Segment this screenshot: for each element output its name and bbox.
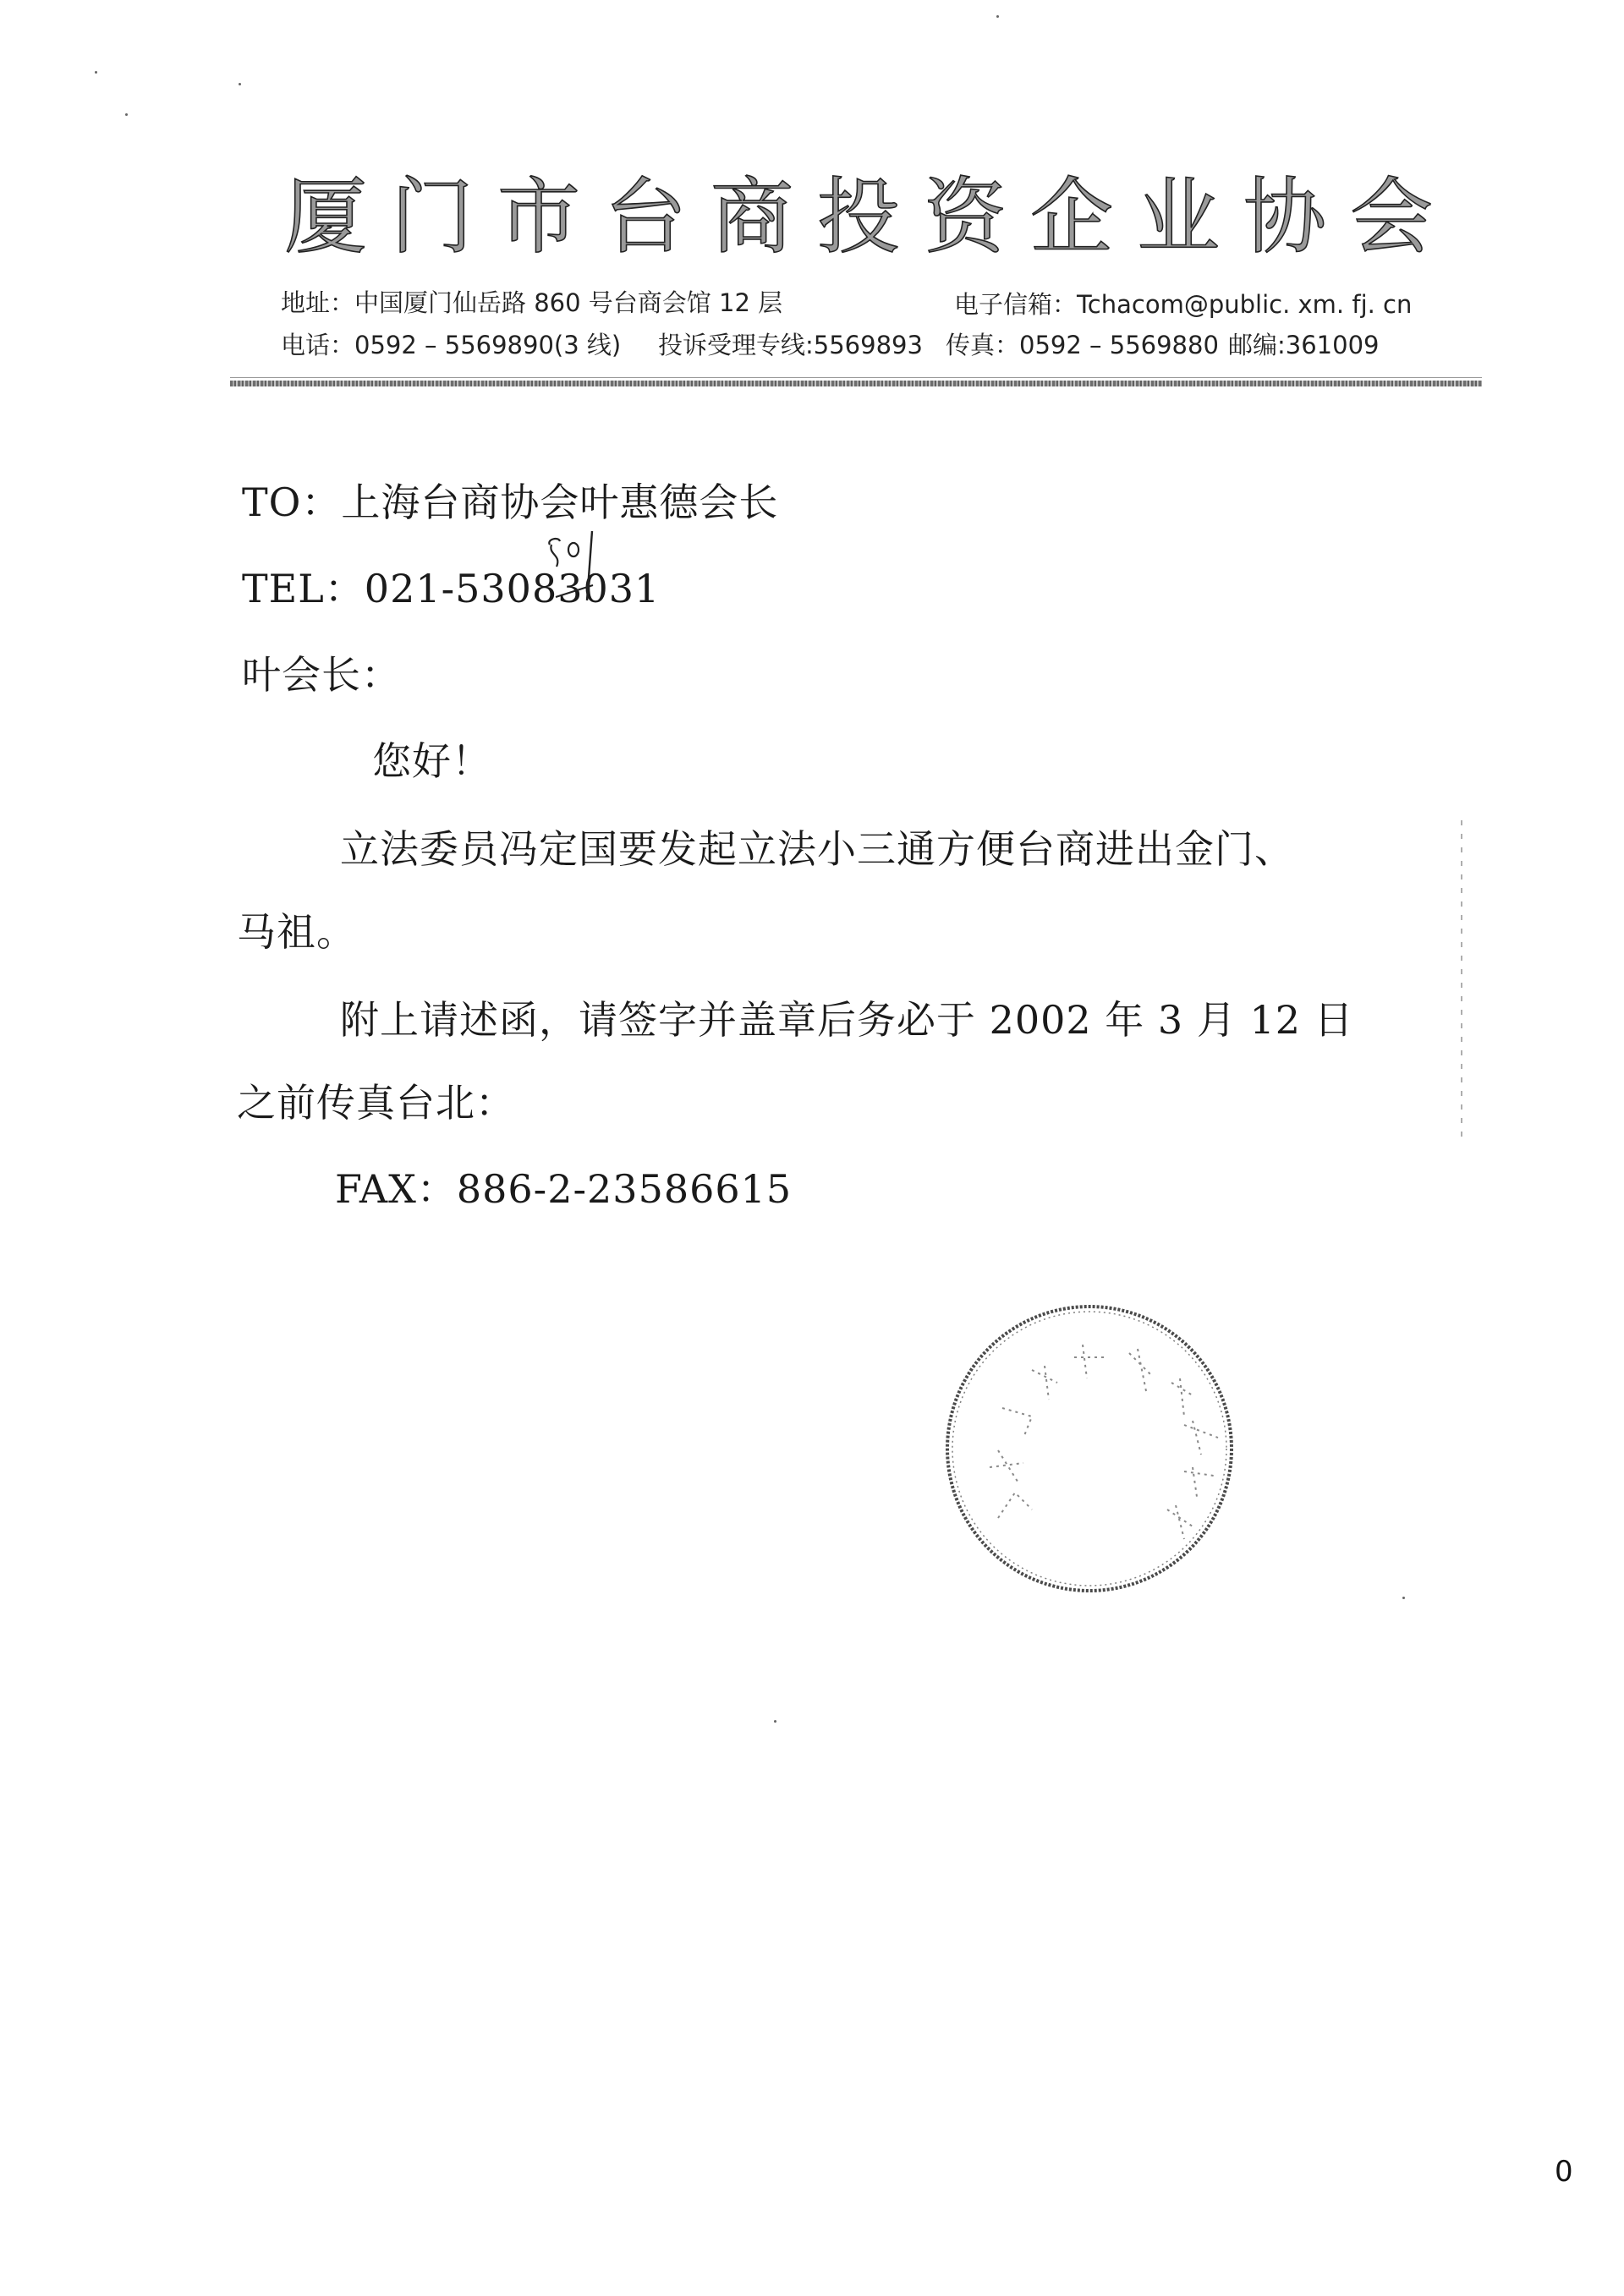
fax-number-line: FAX：886-2-23586615 bbox=[335, 1166, 793, 1212]
scan-speck bbox=[239, 83, 241, 85]
title-char: 商 bbox=[710, 168, 793, 266]
scan-speck bbox=[95, 71, 97, 74]
title-char: 台 bbox=[603, 168, 687, 266]
scan-speck bbox=[125, 113, 128, 116]
recipient-line: TO：上海台商协会叶惠德会长 bbox=[242, 479, 779, 525]
letterhead-title bbox=[279, 159, 1438, 266]
title-char: 厦 bbox=[283, 168, 367, 266]
letterhead-divider-thin bbox=[230, 377, 1482, 378]
scan-margin-artifact bbox=[1461, 820, 1462, 1142]
title-char: 市 bbox=[497, 168, 580, 266]
scan-speck bbox=[774, 1720, 776, 1723]
handwritten-strike-icon bbox=[554, 582, 595, 600]
paragraph-1-line-1: 立法委员冯定国要发起立法小三通方便台商进出金门、 bbox=[340, 826, 1294, 872]
salutation: 叶会长： bbox=[242, 652, 401, 698]
paragraph-2-line-2: 之前传真台北： bbox=[237, 1080, 515, 1126]
paragraph-2-line-1: 附上请述函，请签字并盖章后务必于 2002 年 3 月 12 日 bbox=[340, 997, 1354, 1043]
letterhead-divider bbox=[230, 381, 1482, 386]
official-seal-icon bbox=[939, 1298, 1239, 1598]
title-char: 企 bbox=[1029, 168, 1113, 266]
greeting: 您好！ bbox=[372, 738, 491, 784]
letterhead-complaint-line: 投诉受理专线:5569893 bbox=[658, 331, 923, 359]
paragraph-1-line-2: 马祖。 bbox=[237, 909, 356, 955]
recipient-tel: TEL：021-53083031 bbox=[242, 566, 661, 611]
letterhead-postcode: 邮编:361009 bbox=[1228, 331, 1380, 359]
scan-speck bbox=[996, 15, 999, 18]
letterhead-email: 电子信箱：Tchacom@public. xm. fj. cn bbox=[954, 290, 1413, 319]
title-char: 业 bbox=[1136, 168, 1220, 266]
scan-speck bbox=[1402, 1597, 1405, 1599]
title-char: 资 bbox=[923, 168, 1007, 266]
title-char: 会 bbox=[1349, 168, 1433, 266]
letterhead-address: 地址：中国厦门仙岳路 860 号台商会馆 12 层 bbox=[281, 288, 783, 317]
title-char: 投 bbox=[816, 168, 900, 266]
title-char: 协 bbox=[1243, 168, 1326, 266]
title-char: 门 bbox=[390, 168, 474, 266]
letterhead-fax: 传真：0592 – 5569880 bbox=[946, 331, 1219, 359]
letterhead-phone: 电话：0592 – 5569890(3 线) bbox=[281, 331, 622, 359]
page-number-mark: 0 bbox=[1555, 2155, 1573, 2189]
